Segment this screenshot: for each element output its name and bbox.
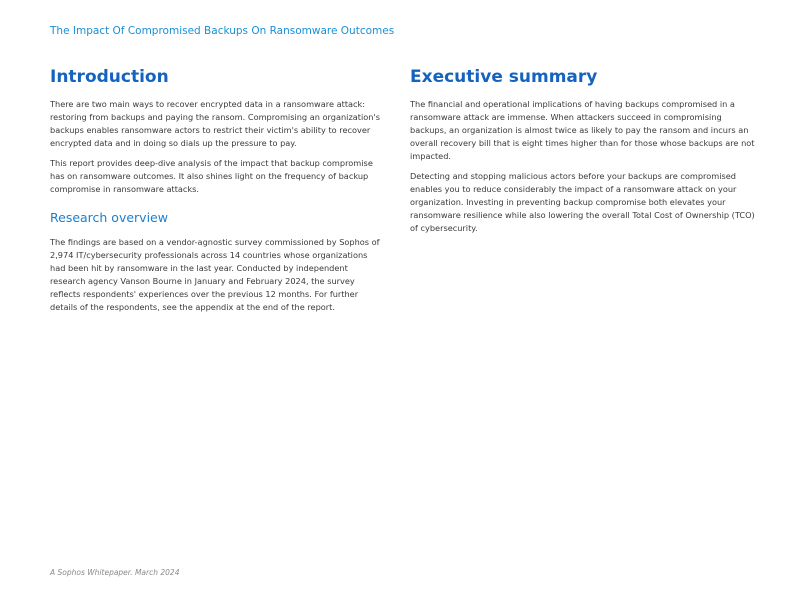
research-overview-heading: Research overview [50, 210, 168, 225]
executive-summary-paragraph-1: The financial and operational implications of having backups compromised in a ransomware attack are immense. When attackers succeed in compromising backups, an organization is almost twice as likely to pay the ransom and incurs an overall recovery bill that is eight times higher than for those whose backups are not impacted. [410, 99, 755, 161]
introduction-paragraph-1: There are two main ways to recover encrypted data in a ransomware attack: restoring from backups and paying the ransom. Compromising an organization's backups enables ransomware actors to restrict their victim's ability to recover encrypted data and in doing so dials up the pressure to pay. [50, 99, 380, 148]
running-header: The Impact Of Compromised Backups On Ransomware Outcomes [50, 25, 395, 37]
right-column [410, 66, 755, 242]
research-overview-paragraph: The findings are based on a vendor-agnostic survey commissioned by Sophos of 2,974 IT/cybersecurity professionals across 14 countries whose organizations had been hit by ransomware in the last year. Conducted by independent research agency Vanson Bourne in January and February 2024, the survey reflects respondents' experiences over the previous 12 months. For further details of the respondents, see the appendix at the end of the report. [50, 237, 380, 312]
introduction-heading: Introduction [50, 67, 169, 87]
executive-summary-paragraph-2: Detecting and stopping malicious actors before your backups are compromised enables you to reduce considerably the impact of a ransomware attack on your organization. Investing in preventing backup compromise both elevates your ransomware resilience while also lowering the overall Total Cost of Ownership (TCO) of cybersecurity. [410, 171, 755, 233]
introduction-paragraph-2: This report provides deep-dive analysis of the impact that backup compromise has on ransomware outcomes. It also shines light on the frequency of backup compromise in ransomware attacks. [50, 158, 373, 194]
footer-text: A Sophos Whitepaper. March 2024 [50, 568, 180, 577]
executive-summary-heading: Executive summary [410, 67, 598, 87]
left-column [50, 66, 380, 321]
